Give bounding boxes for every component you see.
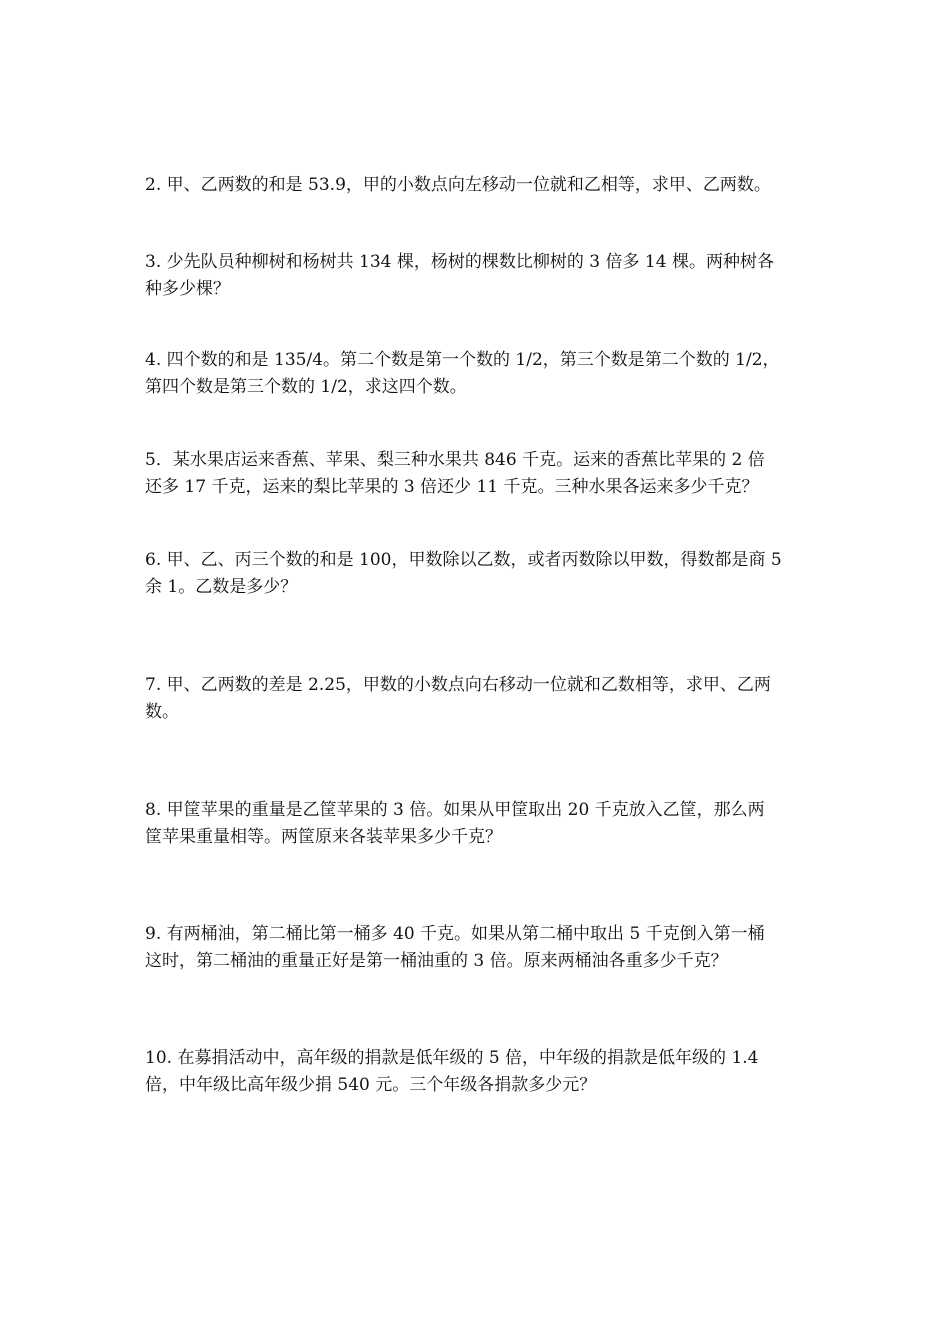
problem-4 bbox=[145, 347, 815, 401]
problem-3-line-2: 种多少棵？ bbox=[145, 279, 230, 299]
problem-6-line-1: 6. 甲、乙、丙三个数的和是 100，甲数除以乙数，或者丙数除以甲数，得数都是商 5 bbox=[145, 550, 782, 570]
problem-8-line-1: 8. 甲筐苹果的重量是乙筐苹果的 3 倍。如果从甲筐取出 20 千克放入乙筐，那么两 bbox=[145, 800, 765, 820]
problem-2 bbox=[145, 172, 815, 199]
problem-3-line-1: 3. 少先队员种柳树和杨树共 134 棵，杨树的棵数比柳树的 3 倍多 14 棵。两种树各 bbox=[145, 252, 774, 272]
problem-5-line-2: 还多 17 千克，运来的梨比苹果的 3 倍还少 11 千克。三种水果各运来多少千克？ bbox=[145, 477, 759, 497]
problem-9-line-1: 9. 有两桶油，第二桶比第一桶多 40 千克。如果从第二桶中取出 5 千克倒入第一桶 bbox=[145, 924, 765, 944]
problem-4-line-1: 4. 四个数的和是 135/4。第二个数是第一个数的 1/2，第三个数是第二个数的 1/2， bbox=[145, 350, 780, 370]
problem-10-line-1: 10. 在募捐活动中，高年级的捐款是低年级的 5 倍，中年级的捐款是低年级的 1.4 bbox=[145, 1048, 759, 1068]
problem-5 bbox=[145, 447, 815, 501]
problem-9 bbox=[145, 921, 815, 975]
problem-8 bbox=[145, 797, 815, 851]
problem-8-line-2: 筐苹果重量相等。两筐原来各装苹果多少千克？ bbox=[145, 827, 502, 847]
problem-5-line-1: 5．某水果店运来香蕉、苹果、梨三种水果共 846 千克。运来的香蕉比苹果的 2 倍 bbox=[145, 450, 765, 470]
problem-6 bbox=[145, 547, 815, 601]
problem-7 bbox=[145, 672, 815, 726]
problem-3 bbox=[145, 249, 815, 303]
problem-6-line-2: 余 1。乙数是多少？ bbox=[145, 577, 298, 597]
problem-4-line-2: 第四个数是第三个数的 1/2，求这四个数。 bbox=[145, 377, 467, 397]
problem-10-line-2: 倍，中年级比高年级少捐 540 元。三个年级各捐款多少元？ bbox=[145, 1075, 597, 1095]
problem-7-line-2: 数。 bbox=[145, 702, 179, 722]
problem-10 bbox=[145, 1045, 815, 1099]
problem-9-line-2: 这时，第二桶油的重量正好是第一桶油重的 3 倍。原来两桶油各重多少千克？ bbox=[145, 951, 728, 971]
problem-7-line-1: 7. 甲、乙两数的差是 2.25，甲数的小数点向右移动一位就和乙数相等，求甲、乙两 bbox=[145, 675, 771, 695]
problem-2-line-1: 2. 甲、乙两数的和是 53.9，甲的小数点向左移动一位就和乙相等，求甲、乙两数。 bbox=[145, 175, 771, 195]
